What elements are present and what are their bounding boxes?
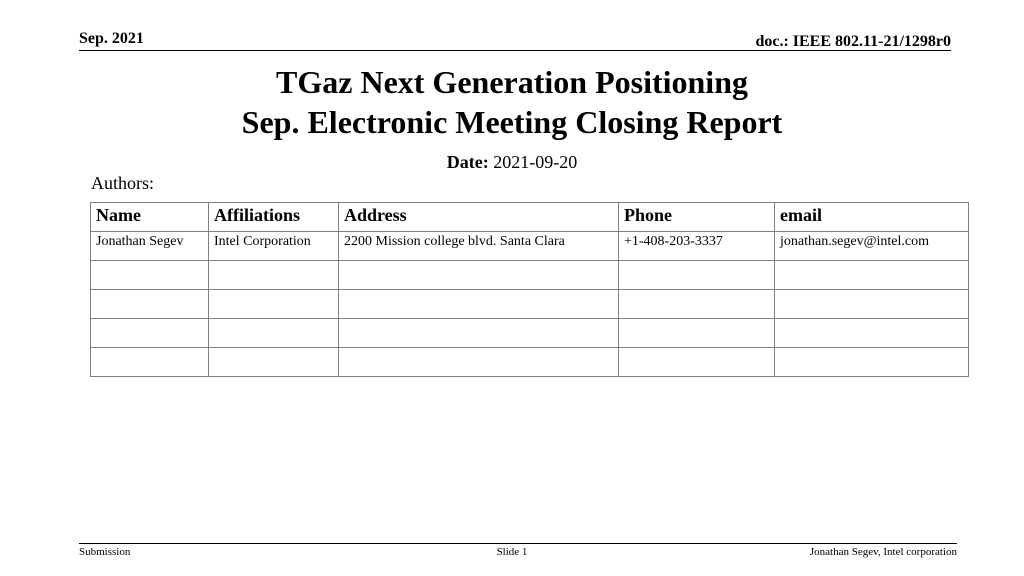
- table-cell: Intel Corporation: [209, 232, 339, 261]
- table-cell: [619, 290, 775, 319]
- authors-label: Authors:: [91, 173, 154, 193]
- header-doc-id: doc.: IEEE 802.11-21/1298r0: [755, 33, 951, 50]
- table-header-row: [91, 203, 969, 232]
- table-cell: [209, 261, 339, 290]
- table-row: [91, 348, 969, 377]
- footer-slide-number: Slide 1: [496, 546, 528, 558]
- footer-rule: [79, 543, 957, 544]
- table-cell: [91, 319, 209, 348]
- table-cell: Jonathan Segev: [91, 232, 209, 261]
- authors-table: [90, 202, 969, 377]
- table-cell: 2200 Mission college blvd. Santa Clara: [339, 232, 619, 261]
- table-cell: [91, 290, 209, 319]
- date-value: 2021-09-20: [493, 152, 578, 172]
- table-cell: +1-408-203-3337: [619, 232, 775, 261]
- column-header-name: Name: [91, 203, 209, 232]
- header-rule: [79, 50, 951, 51]
- table-cell: [209, 348, 339, 377]
- table-row: [91, 290, 969, 319]
- table-cell: [91, 348, 209, 377]
- table-row: [91, 319, 969, 348]
- column-header-affiliations: Affiliations: [209, 203, 339, 232]
- table-row: [91, 261, 969, 290]
- table-cell: [775, 348, 969, 377]
- table-cell: [209, 319, 339, 348]
- header-date: Sep. 2021: [79, 30, 144, 47]
- column-header-address: Address: [339, 203, 619, 232]
- table-cell: [339, 348, 619, 377]
- table-cell: [775, 290, 969, 319]
- table-cell: [619, 319, 775, 348]
- table-cell: jonathan.segev@intel.com: [775, 232, 969, 261]
- table-cell: [339, 261, 619, 290]
- footer-submission: Submission: [79, 546, 131, 558]
- table-cell: [619, 261, 775, 290]
- title-line-1: TGaz Next Generation Positioning: [276, 64, 748, 100]
- table-cell: [339, 290, 619, 319]
- table-cell: [91, 261, 209, 290]
- table-row: [91, 232, 969, 261]
- column-header-email: email: [775, 203, 969, 232]
- title-line-2: Sep. Electronic Meeting Closing Report: [241, 104, 783, 140]
- table-cell: [619, 348, 775, 377]
- slide-title: [0, 62, 1024, 142]
- table-cell: [209, 290, 339, 319]
- slide-date: [0, 152, 1024, 173]
- footer-author: Jonathan Segev, Intel corporation: [809, 546, 957, 558]
- table-cell: [775, 261, 969, 290]
- table-cell: [775, 319, 969, 348]
- column-header-phone: Phone: [619, 203, 775, 232]
- table-cell: [339, 319, 619, 348]
- date-label: Date:: [446, 152, 489, 172]
